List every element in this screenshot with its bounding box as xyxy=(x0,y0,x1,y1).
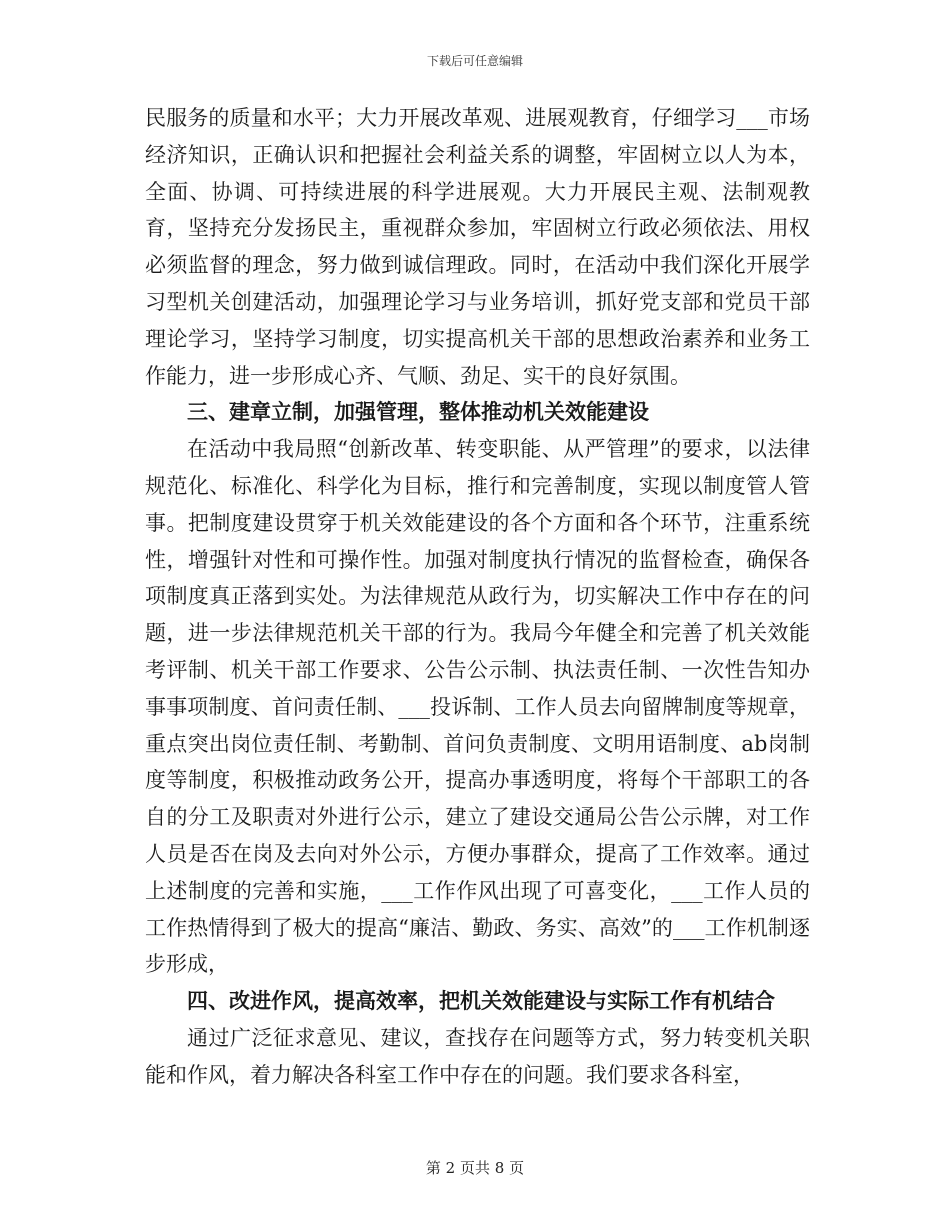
page-header: 下载后可任意编辑 xyxy=(426,54,523,68)
paragraph-section-4: 通过广泛征求意见、建议，查找存在问题等方式，努力转变机关职能和作风，着力解决各科室工作中存在的问题。我们要求各科室， xyxy=(145,1025,810,1087)
section-heading-3: 三、建章立制，加强管理，整体推动机关效能建设 xyxy=(187,399,649,425)
section-heading-4: 四、改进作风，提高效率，把机关效能建设与实际工作有机结合 xyxy=(187,988,775,1014)
paragraph-section-3: 在活动中我局照“创新改革、转变职能、从严管理”的要求，以法律规范化、标准化、科学化为目标，推行和完善制度，实现以制度管人管事。把制度建设贯穿于机关效能建设的各个方面和各个环节，注重系统性，增强针对性和可操作性。加强对制度执行情况的监督检查，确保各项制度真正落到实处。为法律规范从政行为，切实解决工作中存在的问题，进一步法律规范机关干部的行为。我局今年健全和完善了机关效能考评制、机关干部工作要求、公告公示制、执法责任制、一次性告知办事事项制度、首问责任制、___投诉制、工作人员去向留牌制度等规章，重点突出岗位责任制、考勤制、首问负责制度、文明用语制度、ab岗制度等制度，积极推动政务公开，提高办事透明度，将每个干部职工的各自的分工及职责对外进行公示，建立了建设交通局公告公示牌，对工作人员是否在岗及去向对外公示，方便办事群众，提高了工作效率。通过上述制度的完善和实施，___工作作风出现了可喜变化，___工作人员的工作热情得到了极大的提高“廉洁、勤政、务实、高效”的___工作机制逐步形成， xyxy=(145,437,810,977)
page-number: 第 2 页共 8 页 xyxy=(425,1159,525,1177)
document-body xyxy=(145,100,810,1094)
paragraph-continued: 民服务的质量和水平；大力开展改革观、进展观教育，仔细学习___市场经济知识，正确认识和把握社会利益关系的调整，牢固树立以人为本，全面、协调、可持续进展的科学进展观。大力开展民主观、法制观教育，坚持充分发扬民主，重视群众参加，牢固树立行政必须依法、用权必须监督的理念，努力做到诚信理政。同时，在活动中我们深化开展学习型机关创建活动，加强理论学习与业务培训，抓好党支部和党员干部理论学习，坚持学习制度，切实提高机关干部的思想政治素养和业务工作能力，进一步形成心齐、气顺、劲足、实干的良好氛围。 xyxy=(145,106,810,388)
